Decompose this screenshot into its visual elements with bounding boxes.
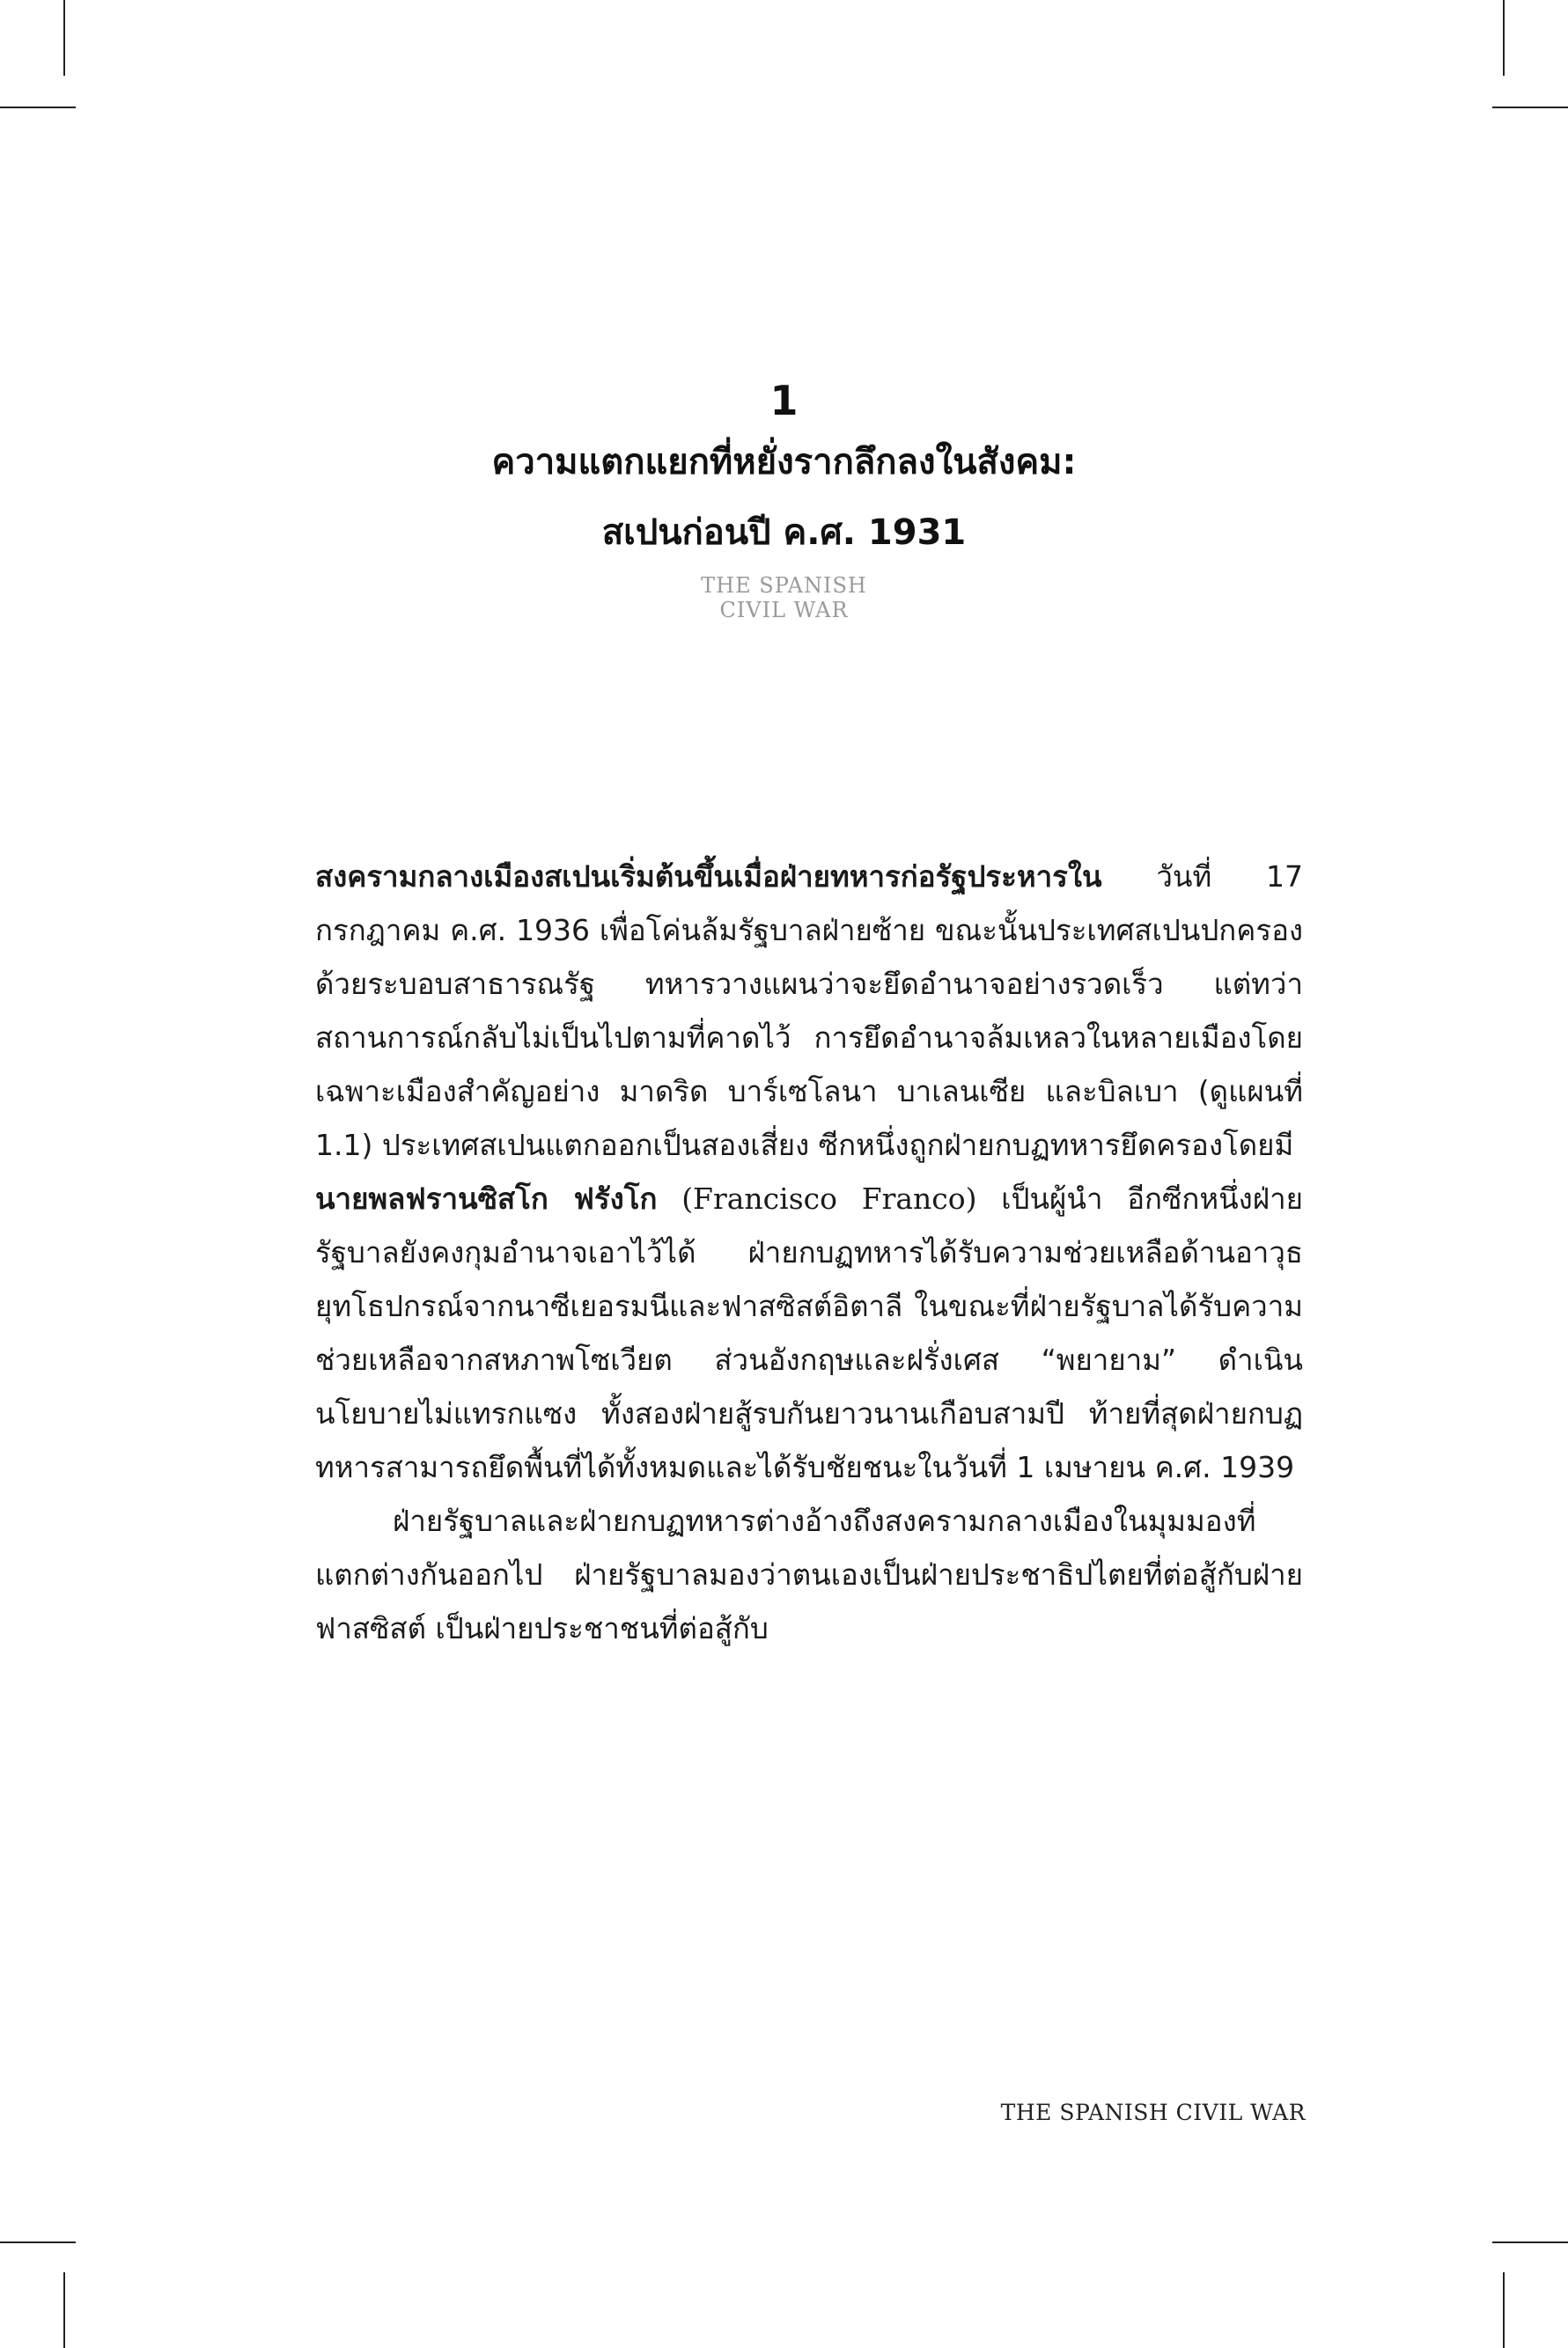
crop-mark-bottom-right-horizontal	[1492, 2241, 1568, 2243]
crop-mark-bottom-right-vertical	[1503, 2272, 1505, 2348]
crop-mark-bottom-left-vertical	[63, 2272, 65, 2348]
running-footer: THE SPANISH CIVIL WAR	[1000, 2100, 1306, 2125]
body-text	[315, 850, 1303, 1655]
crop-mark-top-right-horizontal	[1492, 107, 1568, 108]
crop-mark-bottom-left-horizontal	[0, 2241, 76, 2243]
franco-latin-name: (Francisco Franco)	[681, 1181, 977, 1216]
paragraph-1-part-2: เป็นผู้นำ อีกซีกหนึ่งฝ่ายรัฐบาลยังคงกุมอำนาจเอาไว้ได้ ฝ่ายกบฏทหารได้รับความช่วยเหลือด้านอาวุธยุทโธปกรณ์จากนาซีเยอรมนีและฟาสซิสต์อิตาลี ในขณะที่ฝ่ายรัฐบาลได้รับความช่วยเหลือจากสหภาพโซเวียต ส่วนอังกฤษและฝรั่งเศส “พยายาม” ดำเนินนโยบายไม่แทรกแซง ทั้งสองฝ่ายสู้รบกันยาวนานเกือบสามปี ท้ายที่สุดฝ่ายกบฏทหารสามารถยึดพื้นที่ได้ทั้งหมดและได้รับชัยชนะในวันที่ 1 เมษายน ค.ศ. 1939	[315, 1181, 1304, 1484]
crop-mark-top-left-vertical	[63, 0, 65, 76]
paragraph-2: ฝ่ายรัฐบาลและฝ่ายกบฏทหารต่างอ้างถึงสงครามกลางเมืองในมุมมองที่แตกต่างกันออกไป ฝ่ายรัฐบาลมองว่าตนเองเป็นฝ่ายประชาธิปไตยที่ต่อสู้กับฝ่ายฟาสซิสต์ เป็นฝ่ายประชาชนที่ต่อสู้กับ	[315, 1504, 1303, 1645]
paragraph-1-part-1: วันที่ 17 กรกฎาคม ค.ศ. 1936 เพื่อโค่นล้มรัฐบาลฝ่ายซ้าย ขณะนั้นประเทศสเปนปกครองด้วยระบอบสาธารณรัฐ ทหารวางแผนว่าจะยึดอำนาจอย่างรวดเร็ว แต่ทว่าสถานการณ์กลับไม่เป็นไปตามที่คาดไว้ การยึดอำนาจล้มเหลวในหลายเมืองโดยเฉพาะเมืองสำคัญอย่าง มาดริด บาร์เซโลนา บาเลนเซีย และบิลเบา (ดูแผนที่ 1.1) ประเทศสเปนแตกออกเป็นสองเสี่ยง ซีกหนึ่งถูกฝ่ายกบฏทหารยึดครองโดยมี	[315, 859, 1303, 1162]
paragraph-1	[315, 850, 1303, 1494]
chapter-title-line-1: ความแตกแยกที่หยั่งรากลึกลงในสังคม:	[491, 442, 1077, 482]
series-label-line-1: THE SPANISH	[701, 573, 867, 598]
chapter-number: 1	[769, 377, 799, 424]
franco-thai-name: นายพลฟรานซิสโก ฟรังโก	[315, 1181, 658, 1216]
crop-mark-top-right-vertical	[1503, 0, 1505, 76]
chapter-header	[0, 374, 1568, 622]
crop-mark-top-left-horizontal	[0, 107, 76, 108]
series-label	[0, 573, 1568, 622]
chapter-title	[0, 427, 1568, 568]
paragraph-lead: สงครามกลางเมืองสเปนเริ่มต้นขึ้นเมื่อฝ่ายทหารก่อรัฐประหารใน	[315, 859, 1102, 894]
series-label-line-2: CIVIL WAR	[719, 598, 849, 622]
chapter-title-line-2: สเปนก่อนปี ค.ศ. 1931	[601, 512, 967, 553]
